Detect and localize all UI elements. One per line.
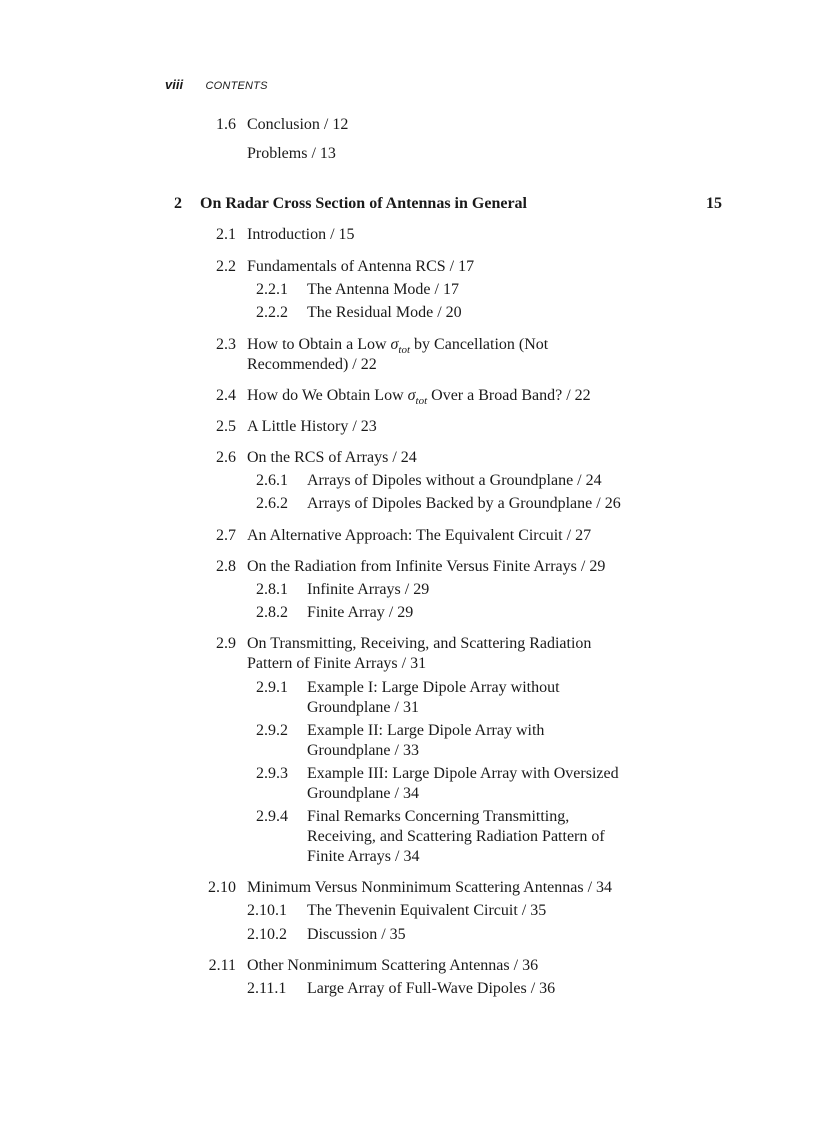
subsection-number: 2.8.1 xyxy=(256,581,288,598)
section-title: An Alternative Approach: The Equivalent Circuit / 27 xyxy=(247,527,592,544)
subsection-title: Example I: Large Dipole Array without xyxy=(307,679,560,696)
sigma-symbol: $\sigma_{tot}$ xyxy=(407,387,428,408)
section-number: 2.11 xyxy=(208,957,236,974)
subsection-number: 2.9.4 xyxy=(256,808,288,825)
section-title: How do We Obtain Low $\sigma_{tot}$ Over a Broad Band? / 22 xyxy=(247,387,591,408)
section-title: Introduction / 15 xyxy=(247,226,355,243)
page-number: viii xyxy=(165,77,184,92)
subsection-title: Discussion / 35 xyxy=(307,926,406,943)
subsection-title-continued: Finite Arrays / 34 xyxy=(307,848,420,865)
subsection-title: The Antenna Mode / 17 xyxy=(307,281,459,298)
sigma-symbol: $\sigma_{tot}$ xyxy=(390,336,411,357)
subsection-title: Final Remarks Concerning Transmitting, xyxy=(307,808,570,825)
section-number: 2.6 xyxy=(216,449,236,466)
section-title: Minimum Versus Nonminimum Scattering Antennas / 34 xyxy=(247,879,613,896)
subsection-number: 2.9.3 xyxy=(256,765,288,782)
chapter-page: 15 xyxy=(706,195,722,212)
subsection-number: 2.6.2 xyxy=(256,495,288,512)
subsection-title-continued: Groundplane / 34 xyxy=(307,785,419,802)
subsection-title-continued: Receiving, and Scattering Radiation Pattern of xyxy=(307,828,605,845)
section-number: 2.5 xyxy=(216,418,236,435)
section-title: A Little History / 23 xyxy=(247,418,377,435)
chapter-title: On Radar Cross Section of Antennas in General xyxy=(200,195,527,212)
section-number: 1.6 xyxy=(216,116,236,133)
subsection-title: The Residual Mode / 20 xyxy=(307,304,462,321)
subsection-title: Large Array of Full-Wave Dipoles / 36 xyxy=(307,980,556,997)
section-title: On the RCS of Arrays / 24 xyxy=(247,449,417,466)
subsection-number: 2.9.1 xyxy=(256,679,288,696)
section-number: 2.4 xyxy=(216,387,236,404)
subsection-title: The Thevenin Equivalent Circuit / 35 xyxy=(307,902,547,919)
section-title: On Transmitting, Receiving, and Scattering Radiation xyxy=(247,635,592,652)
section-number: 2.9 xyxy=(216,635,236,652)
subsection-number: 2.6.1 xyxy=(256,472,288,489)
section-title: Fundamentals of Antenna RCS / 17 xyxy=(247,258,475,275)
section-number: 2.3 xyxy=(216,336,236,353)
section-title: Conclusion / 12 xyxy=(247,116,349,133)
section-title-continued: Recommended) / 22 xyxy=(247,356,377,373)
subsection-number: 2.2.1 xyxy=(256,281,288,298)
section-title: On the Radiation from Infinite Versus Finite Arrays / 29 xyxy=(247,558,606,575)
section-title: Other Nonminimum Scattering Antennas / 36 xyxy=(247,957,539,974)
section-title: How to Obtain a Low $\sigma_{tot}$ by Cancellation (Not xyxy=(247,336,549,357)
subsection-number: 2.9.2 xyxy=(256,722,288,739)
subsection-title: Finite Array / 29 xyxy=(307,604,414,621)
subsection-number: 2.2.2 xyxy=(256,304,288,321)
subsection-number: 2.10.2 xyxy=(247,926,287,943)
running-header xyxy=(165,76,268,94)
subsection-title: Arrays of Dipoles without a Groundplane / 24 xyxy=(307,472,602,489)
subsection-title: Arrays of Dipoles Backed by a Groundplane / 26 xyxy=(307,495,621,512)
subsection-number: 2.8.2 xyxy=(256,604,288,621)
subsection-number: 2.11.1 xyxy=(247,980,287,997)
subsection-number: 2.10.1 xyxy=(247,902,287,919)
chapter-number: 2 xyxy=(174,195,182,212)
section-title: Problems / 13 xyxy=(247,145,336,162)
section-title-continued: Pattern of Finite Arrays / 31 xyxy=(247,655,427,672)
section-number: 2.7 xyxy=(216,527,236,544)
subsection-title: Example III: Large Dipole Array with Oversized xyxy=(307,765,619,782)
subsection-title-continued: Groundplane / 31 xyxy=(307,699,419,716)
subsection-title-continued: Groundplane / 33 xyxy=(307,742,419,759)
subsection-title: Example II: Large Dipole Array with xyxy=(307,722,545,739)
section-number: 2.10 xyxy=(208,879,236,896)
section-number: 2.1 xyxy=(216,226,236,243)
section-number: 2.8 xyxy=(216,558,236,575)
subsection-title: Infinite Arrays / 29 xyxy=(307,581,430,598)
section-number: 2.2 xyxy=(216,258,236,275)
running-title: CONTENTS xyxy=(205,80,268,92)
